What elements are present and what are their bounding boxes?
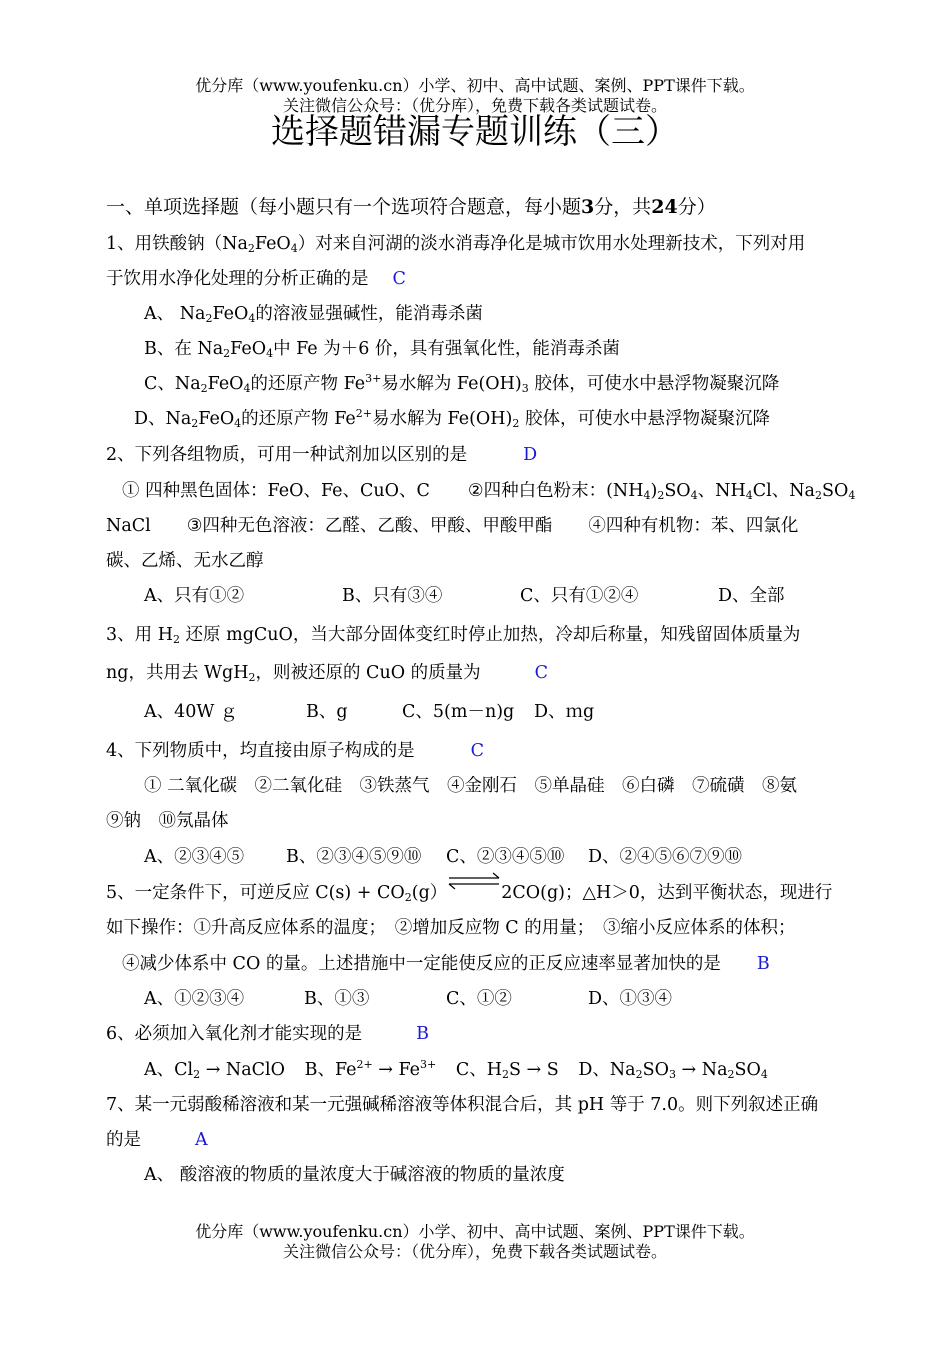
q6-option-c: C、$H_2S \to S$ xyxy=(455,1060,559,1081)
q3-stem-line-2: ng，共用去 WgH$_2$，则被还原的 CuO 的质量为 C xyxy=(106,663,549,684)
q5-stem-line-3: ④减少体系中 CO 的量。上述措施中一定能使反应的正反应速率显著加快的是 B xyxy=(122,954,770,974)
q3-option-c: C、5(m－n)g xyxy=(402,702,515,722)
page-title: 选择题错漏专题训练（三） xyxy=(271,112,679,152)
q2-option-c: C、只有①②④ xyxy=(520,586,639,606)
q4-line-1: ① 二氧化碳 ②二氧化硅 ③铁蒸气 ④金刚石 ⑤单晶硅 ⑥白磷 ⑦硫磺 ⑧氨 xyxy=(144,776,798,796)
q4-option-d: D、②④⑤⑥⑦⑨⑩ xyxy=(588,847,743,867)
q1-option-b: B、在 $Na_2FeO_4$中 Fe 为＋6 价，具有强氧化性，能消毒杀菌 xyxy=(144,339,620,360)
q1-option-d: D、$Na_2FeO_4$的还原产物 $Fe^{2+}$易水解为 $Fe(OH)_2$ 胶体，可使水中悬浮物凝聚沉降 xyxy=(134,407,770,430)
q1-option-a: A、 $Na_2FeO_4$的溶液显强碱性，能消毒杀菌 xyxy=(144,304,483,325)
q5-option-c: C、①② xyxy=(446,989,512,1009)
q3-option-d: D、ｍg xyxy=(534,702,595,722)
q5-option-a: A、①②③④ xyxy=(144,989,245,1009)
reversible-arrow-icon xyxy=(447,880,501,900)
q1-stem-line-1: 1、用铁酸钠$(Na_2FeO_4)$对来自河湖的淡水消毒净化是城市饮用水处理新技术，下列对用 xyxy=(106,234,806,255)
q5-option-b: B、①③ xyxy=(304,989,370,1009)
q6-stem: 6、必须加入氧化剂才能实现的是 B xyxy=(106,1024,430,1044)
q7-option-a: A、 酸溶液的物质的量浓度大于碱溶液的物质的量浓度 xyxy=(144,1165,565,1185)
q4-answer: C xyxy=(470,741,485,761)
q2-answer: D xyxy=(523,445,538,465)
q1-answer: C xyxy=(392,269,406,289)
q3-option-b: B、g xyxy=(306,702,348,722)
q7-stem-line-1: 7、某一元弱酸稀溶液和某一元强碱稀溶液等体积混合后，其 pH 等于 7.0。则下列叙述正确 xyxy=(106,1095,819,1115)
q4-option-a: A、②③④⑤ xyxy=(144,847,245,867)
q7-stem-line-2: 的是 A xyxy=(106,1130,208,1150)
header-line-2: 关注微信公众号：（优分库），免费下载各类试题试卷。 xyxy=(282,96,667,115)
q1-stem-line-2: 于饮用水净化处理的分析正确的是 C xyxy=(106,269,406,289)
q2-line-2: NaCl ③四种无色溶液：乙醛、乙酸、甲酸、甲酸甲酯 ④四种有机物：苯、四氯化 xyxy=(106,516,799,536)
q2-line-3: 碳、乙烯、无水乙醇 xyxy=(106,551,264,571)
q3-stem-line-1: 3、用 $H_2$ 还原 mgCuO，当大部分固体变红时停止加热，冷却后称量，知残留固体质量为 xyxy=(106,625,801,646)
header-line-1: 优分库（www.youfenku.cn）小学、初中、高中试题、案例、PPT课件下载。 xyxy=(195,76,755,95)
footer-line-2: 关注微信公众号：（优分库），免费下载各类试题试卷。 xyxy=(282,1242,667,1261)
q7-answer: A xyxy=(195,1130,208,1150)
q3-option-a: A、40W ｇ xyxy=(144,702,238,722)
section-heading: 一、单项选择题（每小题只有一个选项符合题意，每小题3分，共24分） xyxy=(106,196,716,218)
q6-answer: B xyxy=(416,1024,430,1044)
q6-option-a: A、$Cl_2$ → NaClO xyxy=(144,1060,285,1081)
q2-line-1: ① 四种黑色固体：FeO、Fe、CuO、C ②四种白色粉末：$(NH_4)_2SO_4$、$NH_4Cl$、$Na_2SO_4$ xyxy=(122,481,856,502)
q2-stem: 2、下列各组物质，可用一种试剂加以区别的是 D xyxy=(106,445,538,465)
q5-option-d: D、①③④ xyxy=(588,989,673,1009)
q4-option-b: B、②③④⑤⑨⑩ xyxy=(286,847,422,867)
q5-stem-line-1: 5、一定条件下，可逆反应 $C(s) + CO_2(g)$ 2CO(g)；△H＞0，达到平衡状态，现进行 xyxy=(106,880,832,905)
q2-option-d: D、全部 xyxy=(718,586,785,606)
q5-stem-line-2: 如下操作：①升高反应体系的温度； ②增加反应物 C 的用量； ③缩小反应体系的体积； xyxy=(106,918,796,938)
q6-options xyxy=(144,1058,768,1082)
q4-option-c: C、②③④⑤⑩ xyxy=(446,847,565,867)
q6-option-b: B、$Fe^{2+} \to Fe^{3+}$ xyxy=(304,1058,437,1080)
q6-option-d: D、$Na_2SO_3 \to Na_2SO_4$ xyxy=(578,1060,768,1081)
q1-option-c: C、$Na_2FeO_4$的还原产物 $Fe^{3+}$易水解为 $Fe(OH)_3$ 胶体，可使水中悬浮物凝聚沉降 xyxy=(144,372,780,395)
q4-line-2: ⑨钠 ⑩氖晶体 xyxy=(106,811,229,831)
q2-option-b: B、只有③④ xyxy=(342,586,443,606)
q5-answer: B xyxy=(756,954,770,974)
q2-option-a: A、只有①② xyxy=(144,586,245,606)
footer-line-1: 优分库（www.youfenku.cn）小学、初中、高中试题、案例、PPT课件下载。 xyxy=(195,1222,755,1241)
q4-stem: 4、下列物质中，均直接由原子构成的是 C xyxy=(106,741,485,761)
q3-answer: C xyxy=(534,663,549,683)
